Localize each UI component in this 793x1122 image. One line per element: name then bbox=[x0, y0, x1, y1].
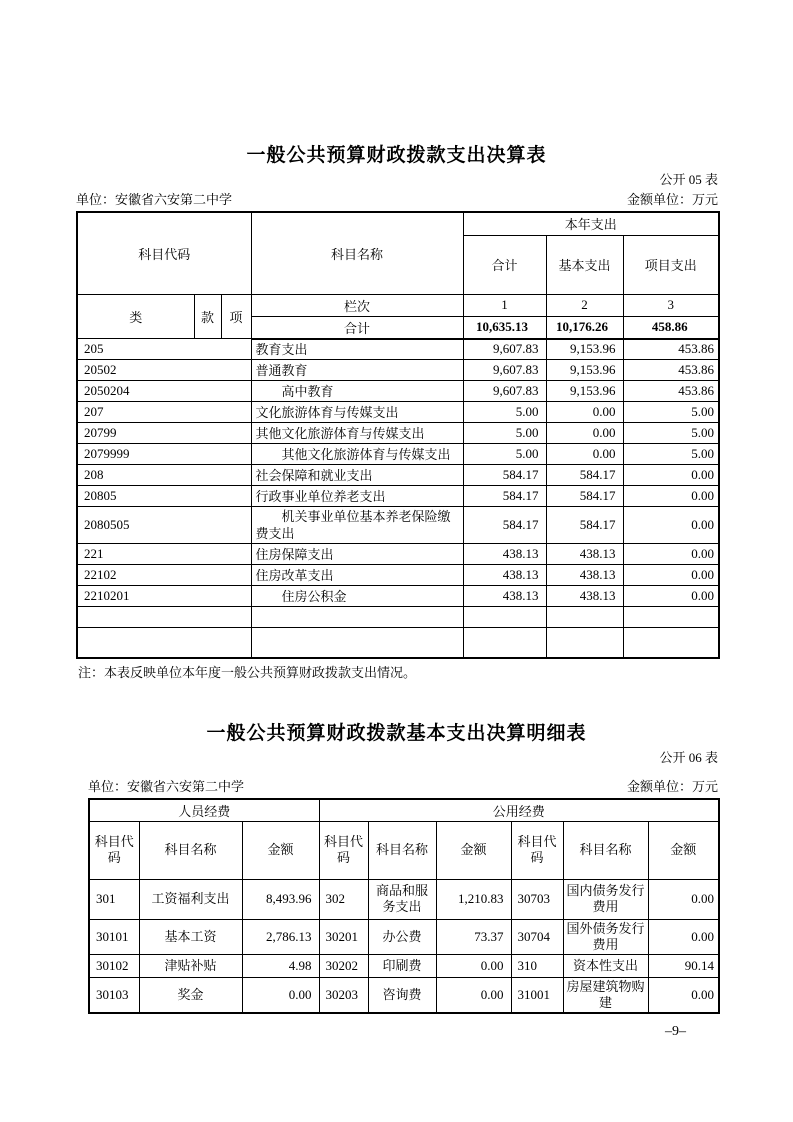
table-row bbox=[77, 360, 719, 381]
amount-header: 金额 bbox=[436, 821, 511, 879]
subject-code-cell: 302 bbox=[319, 879, 368, 919]
amount-cell: 73.37 bbox=[436, 919, 511, 954]
basic-cell: 0.00 bbox=[546, 423, 623, 444]
project-cell: 5.00 bbox=[623, 402, 719, 423]
subject-code-cell: 31001 bbox=[511, 977, 563, 1013]
table-row bbox=[77, 381, 719, 402]
amount-cell: 90.14 bbox=[648, 954, 719, 977]
project-cell: 453.86 bbox=[623, 381, 719, 402]
subject-name-cell: 住房保障支出 bbox=[251, 544, 463, 565]
total-cell: 9,607.83 bbox=[463, 381, 546, 402]
subject-name-cell: 咨询费 bbox=[368, 977, 436, 1013]
total-cell: 584.17 bbox=[463, 507, 546, 544]
subject-code-header: 科目代码 bbox=[511, 821, 563, 879]
total-cell: 5.00 bbox=[463, 402, 546, 423]
basic-cell: 0.00 bbox=[546, 444, 623, 465]
amount-header: 金额 bbox=[648, 821, 719, 879]
basic-cell bbox=[546, 607, 623, 628]
total-column-header: 合计 bbox=[463, 235, 546, 294]
page-number: –9– bbox=[665, 1023, 686, 1039]
column-index-2: 2 bbox=[546, 294, 623, 316]
table2-title: 一般公共预算财政拨款基本支出决算明细表 bbox=[206, 721, 587, 744]
table-row bbox=[89, 879, 719, 919]
subject-name-cell: 奖金 bbox=[139, 977, 242, 1013]
amount-cell: 8,493.96 bbox=[242, 879, 319, 919]
section-header: 款 bbox=[194, 294, 221, 339]
basic-cell: 438.13 bbox=[546, 544, 623, 565]
table-row bbox=[77, 628, 719, 658]
total-cell: 584.17 bbox=[463, 486, 546, 507]
subject-name-cell: 房屋建筑物购建 bbox=[563, 977, 648, 1013]
table-row bbox=[89, 954, 719, 977]
subject-code-cell bbox=[77, 628, 251, 658]
total-cell: 438.13 bbox=[463, 544, 546, 565]
subject-code-header: 科目代码 bbox=[89, 821, 139, 879]
table1-form-number: 公开 05 表 bbox=[659, 172, 718, 187]
table-row bbox=[77, 486, 719, 507]
project-cell bbox=[623, 628, 719, 658]
basic-expenditure-detail-table bbox=[88, 798, 720, 1014]
subject-code-cell: 30203 bbox=[319, 977, 368, 1013]
total-cell: 9,607.83 bbox=[463, 339, 546, 360]
subject-code-cell: 30704 bbox=[511, 919, 563, 954]
subject-code-cell: 2050204 bbox=[77, 381, 251, 402]
project-expenditure-header: 项目支出 bbox=[623, 235, 719, 294]
subject-code-cell: 30703 bbox=[511, 879, 563, 919]
basic-cell: 584.17 bbox=[546, 465, 623, 486]
table2-form-number: 公开 06 表 bbox=[659, 749, 718, 765]
column-index-label: 栏次 bbox=[251, 294, 463, 316]
project-cell bbox=[623, 607, 719, 628]
subject-name-cell: 住房公积金 bbox=[251, 586, 463, 607]
item-header: 项 bbox=[221, 294, 251, 339]
amount-header: 金额 bbox=[242, 821, 319, 879]
amount-cell: 4.98 bbox=[242, 954, 319, 977]
project-cell: 453.86 bbox=[623, 360, 719, 381]
column-index-1: 1 bbox=[463, 294, 546, 316]
amount-cell: 0.00 bbox=[242, 977, 319, 1013]
subject-code-cell: 20799 bbox=[77, 423, 251, 444]
project-cell: 0.00 bbox=[623, 465, 719, 486]
amount-cell: 0.00 bbox=[648, 919, 719, 954]
total-row-project: 458.86 bbox=[623, 316, 719, 339]
subject-name-cell: 高中教育 bbox=[251, 381, 463, 402]
subject-name-cell: 社会保障和就业支出 bbox=[251, 465, 463, 486]
table1-note: 注：本表反映单位本年度一般公共预算财政拨款支出情况。 bbox=[78, 664, 417, 680]
table-row bbox=[77, 423, 719, 444]
subject-name-cell: 工资福利支出 bbox=[139, 879, 242, 919]
subject-name-cell: 文化旅游体育与传媒支出 bbox=[251, 402, 463, 423]
table1-header-row-3 bbox=[77, 294, 719, 316]
subject-name-cell: 国外债务发行费用 bbox=[563, 919, 648, 954]
subject-name-cell: 住房改革支出 bbox=[251, 565, 463, 586]
table-row bbox=[77, 465, 719, 486]
amount-cell: 0.00 bbox=[648, 879, 719, 919]
total-row-total: 10,635.13 bbox=[463, 316, 546, 339]
subject-name-cell: 普通教育 bbox=[251, 360, 463, 381]
subject-code-cell: 301 bbox=[89, 879, 139, 919]
amount-cell: 0.00 bbox=[436, 977, 511, 1013]
total-cell: 5.00 bbox=[463, 423, 546, 444]
subject-code-cell: 20502 bbox=[77, 360, 251, 381]
subject-name-cell: 资本性支出 bbox=[563, 954, 648, 977]
subject-code-header: 科目代码 bbox=[319, 821, 368, 879]
subject-code-cell: 2080505 bbox=[77, 507, 251, 544]
table1-meta-row bbox=[76, 191, 718, 208]
class-header: 类 bbox=[77, 294, 194, 339]
basic-cell bbox=[546, 628, 623, 658]
table2-unit-label: 单位：安徽省六安第二中学 bbox=[88, 778, 245, 794]
subject-name-header: 科目名称 bbox=[139, 821, 242, 879]
basic-cell: 584.17 bbox=[546, 507, 623, 544]
subject-name-cell: 办公费 bbox=[368, 919, 436, 954]
basic-expenditure-header: 基本支出 bbox=[546, 235, 623, 294]
subject-name-header: 科目名称 bbox=[563, 821, 648, 879]
table-row bbox=[77, 544, 719, 565]
table-row bbox=[77, 402, 719, 423]
expenditure-table bbox=[76, 211, 720, 659]
subject-name-cell: 国内债务发行费用 bbox=[563, 879, 648, 919]
basic-cell: 0.00 bbox=[546, 402, 623, 423]
subject-code-cell: 2079999 bbox=[77, 444, 251, 465]
table2-amount-unit-label: 金额单位：万元 bbox=[626, 778, 718, 794]
basic-cell: 9,153.96 bbox=[546, 360, 623, 381]
basic-cell: 438.13 bbox=[546, 565, 623, 586]
basic-cell: 584.17 bbox=[546, 486, 623, 507]
subject-name-cell: 津贴补贴 bbox=[139, 954, 242, 977]
subject-code-cell: 30103 bbox=[89, 977, 139, 1013]
table-row bbox=[89, 919, 719, 954]
table-row bbox=[77, 339, 719, 360]
table2-header-row-1 bbox=[89, 799, 719, 822]
public-funds-header: 公用经费 bbox=[319, 799, 719, 822]
subject-name-cell: 商品和服务支出 bbox=[368, 879, 436, 919]
project-cell: 0.00 bbox=[623, 507, 719, 544]
personnel-funds-header: 人员经费 bbox=[89, 799, 319, 822]
subject-code-cell: 22102 bbox=[77, 565, 251, 586]
basic-cell: 9,153.96 bbox=[546, 381, 623, 402]
amount-cell: 2,786.13 bbox=[242, 919, 319, 954]
project-cell: 0.00 bbox=[623, 565, 719, 586]
project-cell: 5.00 bbox=[623, 423, 719, 444]
column-index-3: 3 bbox=[623, 294, 719, 316]
project-cell: 0.00 bbox=[623, 544, 719, 565]
amount-cell: 1,210.83 bbox=[436, 879, 511, 919]
table1-amount-unit-label: 金额单位：万元 bbox=[626, 192, 718, 207]
subject-name-cell: 行政事业单位养老支出 bbox=[251, 486, 463, 507]
basic-cell: 9,153.96 bbox=[546, 339, 623, 360]
basic-cell: 438.13 bbox=[546, 586, 623, 607]
subject-code-cell: 30102 bbox=[89, 954, 139, 977]
subject-name-cell bbox=[251, 628, 463, 658]
subject-name-cell: 教育支出 bbox=[251, 339, 463, 360]
table-row bbox=[77, 507, 719, 544]
total-cell: 438.13 bbox=[463, 565, 546, 586]
subject-code-cell bbox=[77, 607, 251, 628]
amount-cell: 0.00 bbox=[648, 977, 719, 1013]
table1-header-row-1 bbox=[77, 212, 719, 235]
subject-code-cell: 2210201 bbox=[77, 586, 251, 607]
subject-name-cell: 机关事业单位基本养老保险缴费支出 bbox=[251, 507, 463, 544]
project-cell: 5.00 bbox=[623, 444, 719, 465]
table-row bbox=[77, 565, 719, 586]
subject-name-cell: 基本工资 bbox=[139, 919, 242, 954]
subject-code-cell: 20805 bbox=[77, 486, 251, 507]
current-year-expenditure-header: 本年支出 bbox=[463, 212, 719, 235]
total-cell: 438.13 bbox=[463, 586, 546, 607]
subject-code-cell: 310 bbox=[511, 954, 563, 977]
subject-name-header: 科目名称 bbox=[368, 821, 436, 879]
subject-name-cell: 其他文化旅游体育与传媒支出 bbox=[251, 423, 463, 444]
subject-code-cell: 205 bbox=[77, 339, 251, 360]
total-cell: 9,607.83 bbox=[463, 360, 546, 381]
project-cell: 0.00 bbox=[623, 586, 719, 607]
table-row bbox=[77, 444, 719, 465]
table1-title: 一般公共预算财政拨款支出决算表 bbox=[246, 144, 547, 166]
subject-name-cell: 其他文化旅游体育与传媒支出 bbox=[251, 444, 463, 465]
subject-code-cell: 208 bbox=[77, 465, 251, 486]
total-row-label: 合计 bbox=[251, 316, 463, 339]
table-row bbox=[89, 977, 719, 1013]
subject-code-cell: 30202 bbox=[319, 954, 368, 977]
subject-code-cell: 30101 bbox=[89, 919, 139, 954]
subject-name-header: 科目名称 bbox=[251, 212, 463, 294]
table-row bbox=[77, 586, 719, 607]
amount-cell: 0.00 bbox=[436, 954, 511, 977]
project-cell: 453.86 bbox=[623, 339, 719, 360]
total-cell: 584.17 bbox=[463, 465, 546, 486]
subject-name-cell bbox=[251, 607, 463, 628]
total-cell bbox=[463, 628, 546, 658]
total-cell: 5.00 bbox=[463, 444, 546, 465]
table-row bbox=[77, 607, 719, 628]
table2-header-row-2 bbox=[89, 821, 719, 879]
total-row-basic: 10,176.26 bbox=[546, 316, 623, 339]
project-cell: 0.00 bbox=[623, 486, 719, 507]
table1-unit-label: 单位：安徽省六安第二中学 bbox=[76, 192, 233, 207]
subject-code-cell: 207 bbox=[77, 402, 251, 423]
table2-meta-row bbox=[88, 778, 718, 795]
total-cell bbox=[463, 607, 546, 628]
subject-code-cell: 30201 bbox=[319, 919, 368, 954]
subject-code-header: 科目代码 bbox=[77, 212, 251, 294]
subject-name-cell: 印刷费 bbox=[368, 954, 436, 977]
subject-code-cell: 221 bbox=[77, 544, 251, 565]
